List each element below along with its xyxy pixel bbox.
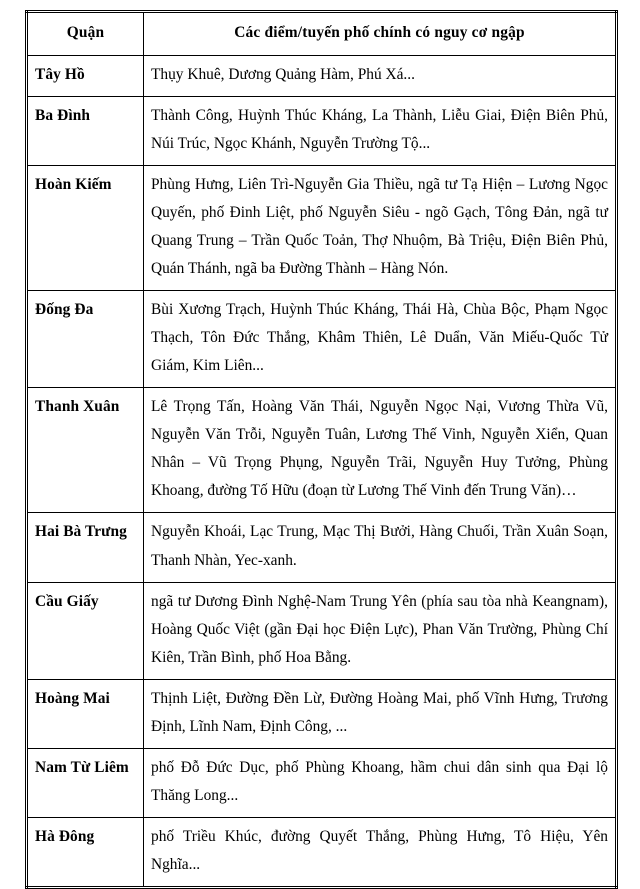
street-list [144,291,617,388]
district-name: Cầu Giấy [27,582,144,679]
table-row [27,582,617,679]
table-row [27,513,617,582]
district-name: Hà Đông [27,817,144,887]
street-list [144,817,617,887]
street-list [144,748,617,817]
street-list-text: phố Đỗ Đức Dục, phố Phùng Khoang, hầm chui dân sinh qua Đại lộ Thăng Long... [151,758,608,804]
flood-risk-table [25,10,618,889]
column-header-streets: Các điểm/tuyến phố chính có nguy cơ ngập [144,12,617,56]
table-row [27,291,617,388]
street-list [144,582,617,679]
street-list [144,513,617,582]
street-list-text: Thụy Khuê, Dương Quảng Hàm, Phú Xá... [151,66,415,84]
street-list-text: ngã tư Dương Đình Nghệ-Nam Trung Yên (phía sau tòa nhà Keangnam), Hoàng Quốc Việt (gần Đại học Điện Lực), Phan Văn Trường, Phùng Chí Kiên, Trần Bình, phố Hoa Bằng. [151,592,608,666]
district-name: Hai Bà Trưng [27,513,144,582]
district-name: Nam Từ Liêm [27,748,144,817]
table-row [27,817,617,887]
street-list-text: Bùi Xương Trạch, Huỳnh Thúc Kháng, Thái Hà, Chùa Bộc, Phạm Ngọc Thạch, Tôn Đức Thắng, Khâm Thiên, Lê Duẩn, Văn Miếu-Quốc Tử Giám, Kim Liên... [151,301,608,375]
street-list-text: Thành Công, Huỳnh Thúc Kháng, La Thành, Liễu Giai, Điện Biên Phủ, Núi Trúc, Ngọc Khánh, Nguyễn Trường Tộ... [151,107,608,153]
table-row [27,56,617,97]
table-row [27,97,617,166]
street-list [144,388,617,513]
street-list [144,166,617,291]
table-row [27,679,617,748]
table-header-row [27,12,617,56]
street-list-text: phố Triều Khúc, đường Quyết Thắng, Phùng Hưng, Tô Hiệu, Yên Nghĩa... [151,827,608,873]
street-list [144,97,617,166]
street-list-text: Thịnh Liệt, Đường Đền Lừ, Đường Hoàng Mai, phố Vĩnh Hưng, Trương Định, Lĩnh Nam, Định Công, ... [151,689,608,735]
flood-risk-table-container [25,10,615,889]
table-row [27,748,617,817]
table-row [27,166,617,291]
district-name: Ba Đình [27,97,144,166]
district-name: Thanh Xuân [27,388,144,513]
street-list [144,679,617,748]
table-body [27,56,617,888]
table-row [27,388,617,513]
district-name: Hoàn Kiếm [27,166,144,291]
street-list-text: Lê Trọng Tấn, Hoàng Văn Thái, Nguyễn Ngọc Nại, Vương Thừa Vũ, Nguyễn Văn Trỗi, Nguyễn Tuân, Lương Thế Vinh, Nguyễn Xiển, Quan Nhân – Vũ Trọng Phụng, Nguyễn Trãi, Nguyễn Huy Tưởng, Phùng Khoang, đường Tố Hữu (đoạn từ Lương Thế Vinh đến Trung Văn)… [151,398,608,500]
district-name: Tây Hồ [27,56,144,97]
district-name: Đống Đa [27,291,144,388]
street-list-text: Nguyễn Khoái, Lạc Trung, Mạc Thị Bưởi, Hàng Chuối, Trần Xuân Soạn, Thanh Nhàn, Yec-xanh. [151,523,608,569]
district-name: Hoàng Mai [27,679,144,748]
table-header [27,12,617,56]
street-list-text: Phùng Hưng, Liên Trì-Nguyễn Gia Thiều, ngã tư Tạ Hiện – Lương Ngọc Quyến, phố Đinh Liệt, phố Nguyễn Siêu - ngõ Gạch, Tông Đản, ngã tư Quang Trung – Trần Quốc Toản, Thợ Nhuộm, Bà Triệu, Điện Biên Phủ, Quán Thánh, ngã ba Đường Thành – Hàng Nón. [151,176,608,278]
street-list [144,56,617,97]
column-header-district: Quận [27,12,144,56]
